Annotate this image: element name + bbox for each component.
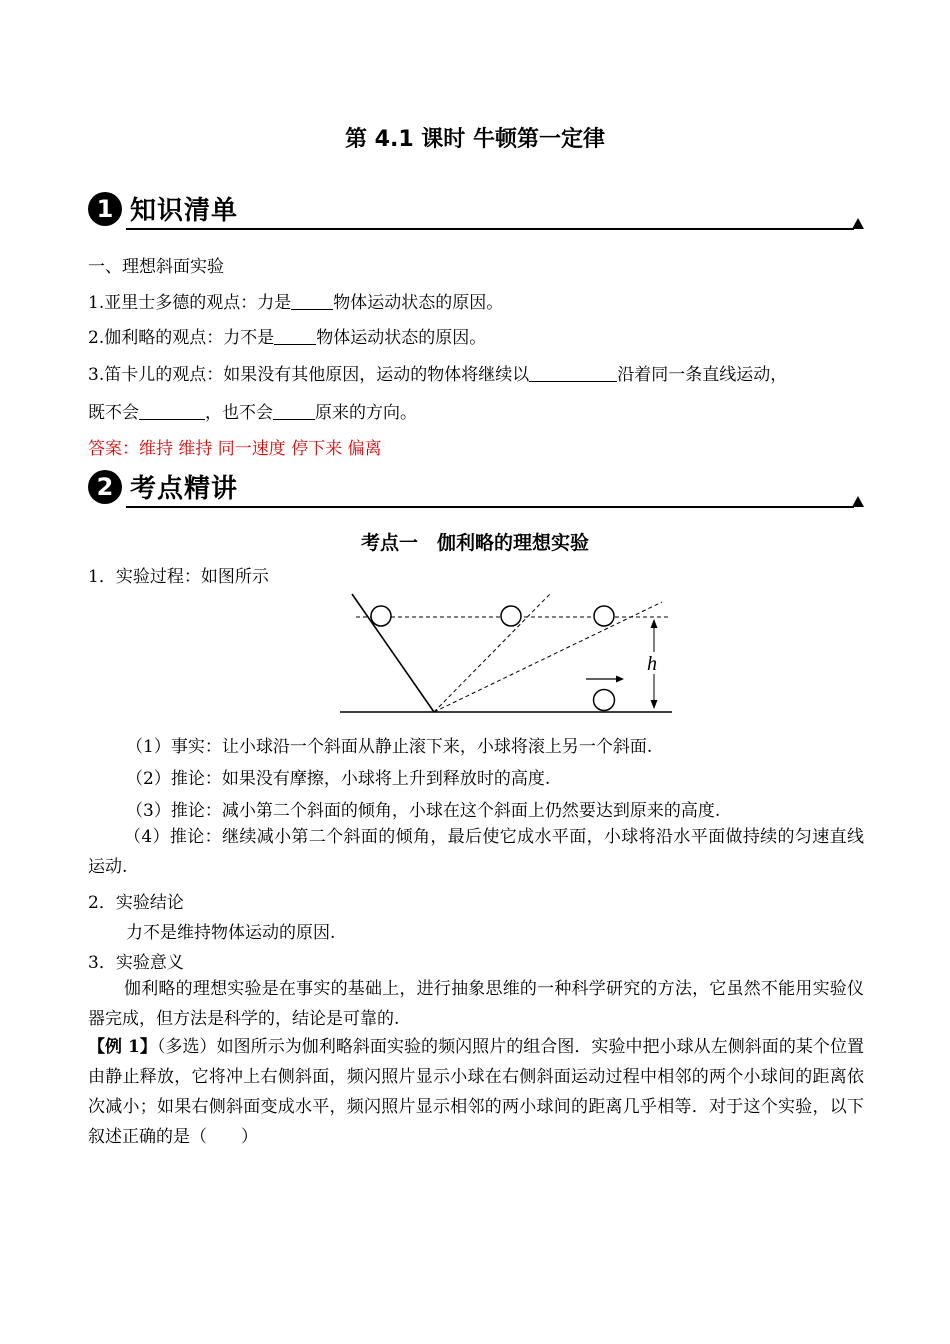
ball-start — [371, 606, 391, 626]
steep-right-incline — [434, 594, 550, 712]
item-text: 物体运动状态的原因。 — [333, 293, 504, 313]
step2-heading: 2．实验结论 — [88, 893, 184, 913]
arrow-down-icon — [651, 700, 658, 709]
fill-blank — [273, 402, 315, 420]
fact-1: （1）事实：让小球沿一个斜面从静止滚下来，小球将滚上另一个斜面. — [126, 737, 653, 757]
step3-heading: 3．实验意义 — [88, 953, 184, 973]
answer-line: 答案：维持 维持 同一速度 停下来 偏离 — [88, 439, 382, 459]
conclusion-text: 力不是维持物体运动的原因. — [126, 923, 336, 943]
example-tag: 【例 1】 — [88, 1037, 157, 1057]
section-number-badge: 2 — [88, 470, 122, 504]
ball-steep — [501, 606, 521, 626]
knowledge-item-1 — [88, 288, 503, 313]
section-header-knowledge — [86, 188, 864, 232]
item-text: 3.笛卡儿的观点：如果没有其他原因，运动的物体将继续以 — [88, 365, 530, 385]
item-text: 沿着同一条直线运动， — [617, 365, 788, 385]
step1-heading: 1．实验过程：如图所示 — [88, 567, 269, 587]
item-text: ，也不会 — [205, 403, 273, 423]
knowledge-item-3 — [88, 360, 787, 385]
inclined-plane-figure — [340, 590, 680, 720]
significance-text: 伽利略的理想实验是在事实的基础上，进行抽象思维的一种科学研究的方法，它虽然不能用实验仪器完成，但方法是科学的，结论是可靠的. — [88, 979, 864, 1029]
ball-horizontal — [594, 690, 615, 711]
page-title: 第 4.1 课时 牛顿第一定律 — [345, 127, 605, 152]
shallow-right-incline — [434, 602, 662, 712]
triangle-icon — [852, 496, 864, 507]
fill-blank — [274, 327, 316, 345]
section-number-badge: 1 — [88, 192, 122, 226]
fact-3: （3）推论：减小第二个斜面的倾角，小球在这个斜面上仍然要达到原来的高度. — [126, 801, 721, 821]
example-1 — [88, 1032, 864, 1152]
fill-blank — [529, 364, 617, 382]
knowledge-item-3-continued — [88, 398, 417, 423]
item-text: 原来的方向。 — [315, 403, 417, 423]
item-text: 物体运动状态的原因。 — [316, 328, 487, 348]
section-rule — [126, 228, 854, 230]
triangle-icon — [852, 218, 864, 229]
arrow-up-icon — [651, 619, 658, 628]
knowledge-heading: 一、理想斜面实验 — [88, 257, 224, 277]
section-label: 知识清单 — [130, 196, 239, 226]
height-label: h — [647, 653, 657, 675]
section-header-key-points — [86, 466, 864, 510]
arrow-head-icon — [616, 676, 624, 683]
topic-title: 考点一 伽利略的理想实验 — [360, 532, 589, 554]
item-text: 1.亚里士多德的观点：力是 — [88, 293, 292, 313]
fact-4: （4）推论：继续减小第二个斜面的倾角，最后使它成水平面，小球将沿水平面做持续的匀速直线运动. — [88, 827, 864, 877]
knowledge-item-2 — [88, 323, 486, 348]
left-incline — [352, 594, 434, 712]
item-text: 2.伽利略的观点：力不是 — [88, 328, 275, 348]
fill-blank — [139, 402, 205, 420]
item-text: 既不会 — [88, 403, 139, 423]
ball-shallow — [594, 606, 614, 626]
section-rule — [126, 506, 854, 508]
example-text: （多选）如图所示为伽利略斜面实验的频闪照片的组合图．实验中把小球从左侧斜面的某个位置由静止释放，它将冲上右侧斜面，频闪照片显示小球在右侧斜面运动过程中相邻的两个小球间的距离依次减小；如果右侧斜面变成水平，频闪照片显示相邻的两小球间的距离几乎相等．对于这个实验，以下叙述正确的是（ ） — [88, 1037, 864, 1147]
fill-blank — [291, 292, 333, 310]
fact-2: （2）推论：如果没有摩擦，小球将上升到释放时的高度. — [126, 769, 551, 789]
section-label: 考点精讲 — [130, 474, 239, 504]
